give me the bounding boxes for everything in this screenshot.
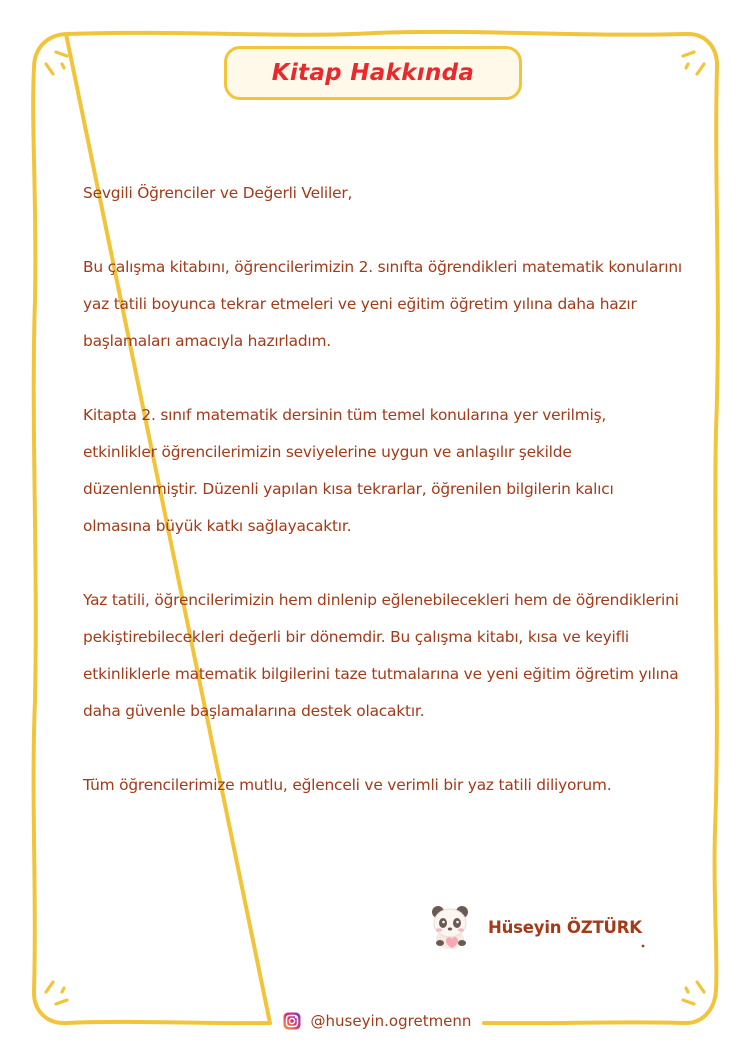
- letter-paragraph: Bu çalışma kitabını, öğrencilerimizin 2. sınıfta öğrendikleri matematik konularını yaz tatili boyunca tekrar etmeleri ve yeni eğitim öğretim yılına daha hazır başlamaları amacıyla hazırladım.: [83, 258, 682, 350]
- letter-paragraph: Kitapta 2. sınıf matematik dersinin tüm temel konularına yer verilmiş, etkinlikler öğrencilerimizin seviyelerine uygun ve anlaşılır şekilde düzenlenmiştir. Düzenli yapılan kısa tekrarlar, öğrenilen bilgilerin kalıcı olmasına büyük katkı sağlayacaktır.: [83, 406, 614, 535]
- corner-accent-top-right: [683, 52, 704, 74]
- signature-name: Hüseyin ÖZTÜRK: [488, 917, 642, 937]
- footer: [272, 1006, 482, 1036]
- corner-accent-bottom-left: [46, 982, 67, 1004]
- letter-paragraph: Yaz tatili, öğrencilerimizin hem dinlenip eğlenebilecekleri hem de öğrendiklerini pekiştirebilecekleri değerli bir dönemdir. Bu çalışma kitabı, kısa ve keyifli etkinliklerle matematik bilgilerini taze tutmalarına ve yeni eğitim öğretim yılına daha güvenle başlamalarına destek olacaktır.: [83, 591, 679, 720]
- page-title: Kitap Hakkında: [271, 60, 475, 86]
- instagram-handle[interactable]: @huseyin.ogretmenn: [310, 1012, 472, 1030]
- corner-accent-top-left: [46, 52, 67, 74]
- letter-paragraph: Tüm öğrencilerimize mutlu, eğlenceli ve verimli bir yaz tatili diliyorum.: [83, 776, 612, 794]
- signature-block: [428, 902, 642, 952]
- letter-greeting: Sevgili Öğrenciler ve Değerli Veliler,: [83, 184, 353, 202]
- letter-body: [83, 175, 683, 841]
- corner-accent-bottom-right: [683, 982, 704, 1004]
- title-banner: [224, 46, 522, 100]
- instagram-icon[interactable]: [283, 1012, 301, 1030]
- panda-icon: [428, 903, 472, 951]
